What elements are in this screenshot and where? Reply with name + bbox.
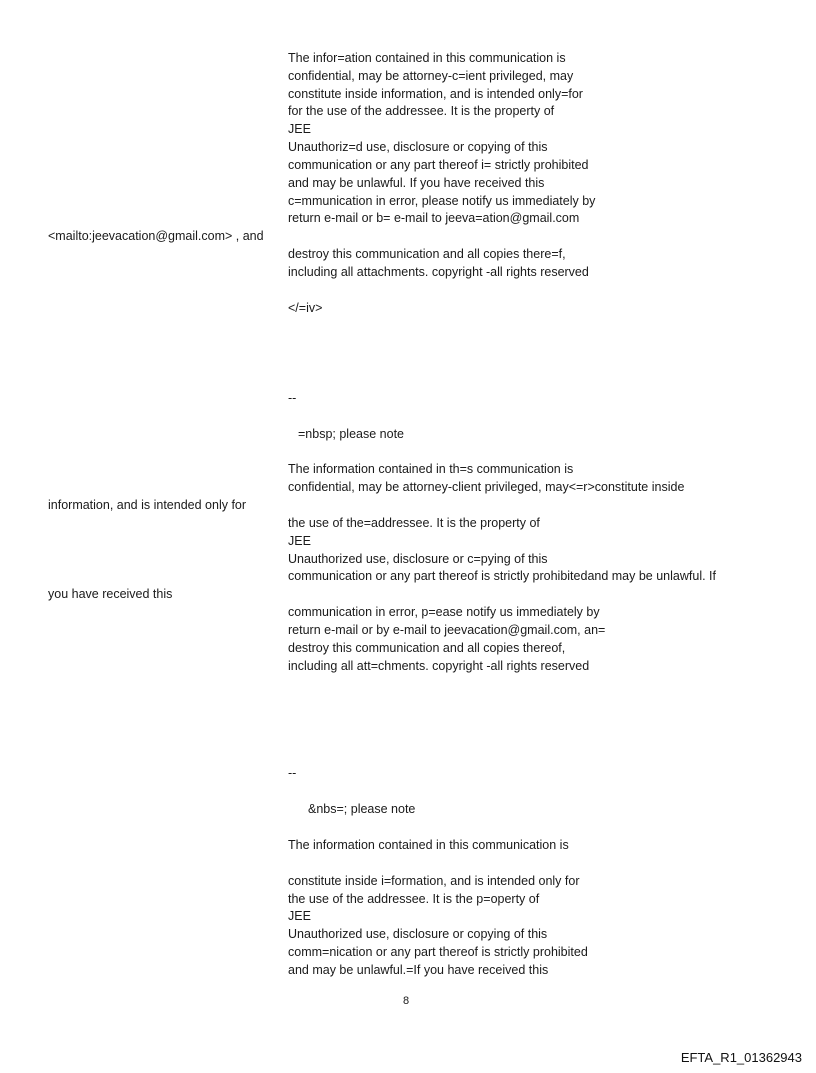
- text-line: return e-mail or by e-mail to jeevacation@gmail.com, an=: [288, 623, 606, 637]
- separator-text: --: [288, 391, 297, 405]
- text-line: confidential, may be attorney-client privileged, may<=r>constitute inside: [288, 480, 685, 494]
- text-line-left: you have received this: [48, 587, 173, 601]
- text-line: for the use of the addressee. It is the property of: [288, 104, 555, 118]
- text-line: destroy this communication and all copies thereof,: [288, 641, 566, 655]
- text-line: Unauthorized use, disclosure or c=pying of this: [288, 552, 548, 566]
- text-line: JEE: [288, 909, 311, 923]
- text-line: and may be unlawful.=If you have received this: [288, 963, 549, 977]
- text-line: JEE: [288, 122, 311, 136]
- text-line: </=iv>: [288, 301, 323, 315]
- text-line: The information contained in this communication is: [288, 838, 569, 852]
- text-line: and may be unlawful. If you have received this: [288, 176, 545, 190]
- text-line: confidential, may be attorney-c=ient privileged, may: [288, 69, 574, 83]
- text-line: The infor=ation contained in this communication is: [288, 51, 566, 65]
- page-number: 8: [403, 995, 410, 1007]
- text-line: constitute inside information, and is intended only=for: [288, 87, 583, 101]
- text-line: comm=nication or any part thereof is strictly prohibited: [288, 945, 588, 959]
- text-line: including all attachments. copyright -all rights reserved: [288, 265, 589, 279]
- text-line: Unauthoriz=d use, disclosure or copying of this: [288, 140, 548, 154]
- text-line: JEE: [288, 534, 311, 548]
- document-id: EFTA_R1_01362943: [680, 1050, 802, 1065]
- text-line: communication or any part thereof is strictly prohibitedand may be unlawful. If: [288, 569, 716, 583]
- text-line-left: <mailto:jeevacation@gmail.com> , and: [48, 229, 264, 243]
- text-line: The information contained in th=s communication is: [288, 462, 574, 476]
- text-line: Unauthorized use, disclosure or copying of this: [288, 927, 548, 941]
- text-line: communication in error, p=ease notify us immediately by: [288, 605, 600, 619]
- text-line: communication or any part thereof i= strictly prohibited: [288, 158, 589, 172]
- text-line: including all att=chments. copyright -all rights reserved: [288, 659, 590, 673]
- text-line-left: information, and is intended only for: [48, 498, 247, 512]
- text-line: return e-mail or b= e-mail to jeeva=ation@gmail.com: [288, 211, 580, 225]
- text-line: destroy this communication and all copies there=f,: [288, 247, 566, 261]
- note-line: &nbs=; please note: [308, 802, 416, 816]
- text-line: c=mmunication in error, please notify us immediately by: [288, 194, 596, 208]
- text-line: constitute inside i=formation, and is intended only for: [288, 874, 580, 888]
- text-line: the use of the=addressee. It is the property of: [288, 516, 540, 530]
- note-line: =nbsp; please note: [298, 427, 404, 441]
- separator-text: --: [288, 766, 297, 780]
- text-line: the use of the addressee. It is the p=operty of: [288, 892, 540, 906]
